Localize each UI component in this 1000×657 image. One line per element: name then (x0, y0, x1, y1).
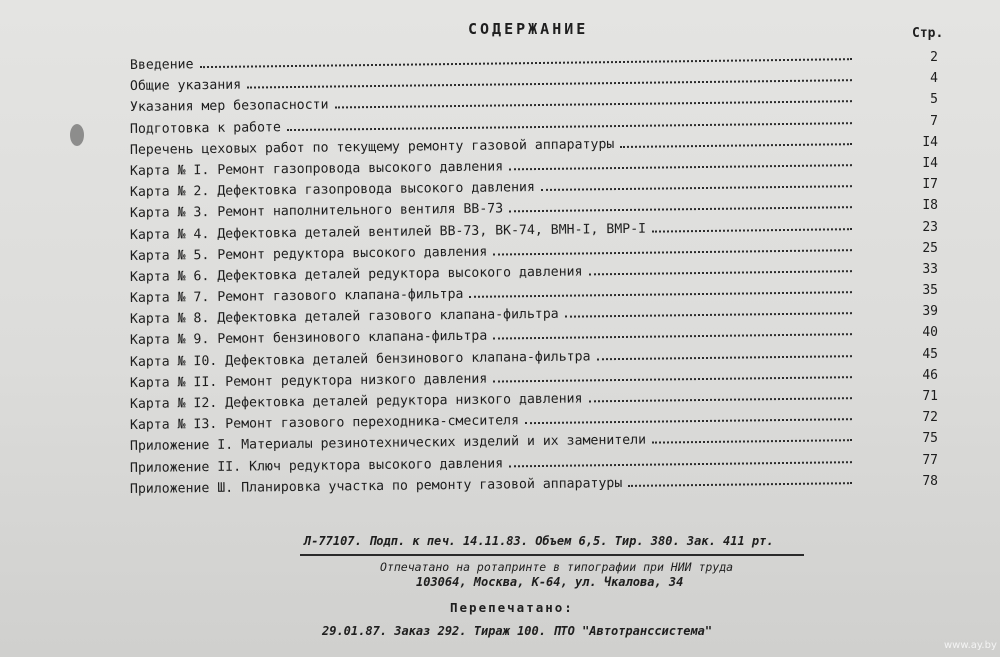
toc-entry-title: Карта № 7. Ремонт газового клапана-фильтра (129, 286, 464, 307)
imprint-divider (300, 554, 804, 556)
toc-entry-title: Карта № 5. Ремонт редуктора высокого давления (129, 244, 488, 264)
dot-leader (509, 460, 852, 467)
toc-entry (129, 323, 950, 349)
toc-entry-title: Приложение II. Ключ редуктора высокого давления (129, 456, 504, 476)
document-title: СОДЕРЖАНИЕ (468, 20, 589, 38)
dot-leader (509, 205, 852, 212)
toc-entry-page: I8 (922, 198, 938, 214)
toc-entry-title: Общие указания (129, 77, 242, 95)
toc-entry-title: Приложение I. Материалы резинотехнических изделий и их заменители (129, 433, 647, 455)
toc-entry-line (130, 473, 852, 497)
toc-entry (129, 408, 950, 434)
toc-entry-page: 46 (922, 367, 938, 383)
dot-leader (200, 57, 852, 68)
address-line: 103064, Москва, К-64, ул. Чкалова, 34 (416, 575, 684, 589)
toc-entry (129, 345, 950, 370)
toc-entry-title: Введение (129, 57, 194, 73)
dot-leader (565, 311, 852, 318)
toc-entry-page: 35 (922, 283, 938, 299)
toc-entry-page: 2 (930, 50, 938, 65)
toc-entry (129, 133, 950, 158)
toc-entry-page: 71 (922, 389, 938, 404)
toc-entry-page: 33 (922, 261, 938, 277)
dot-leader (493, 248, 852, 255)
dot-leader (620, 142, 852, 148)
toc-entry-page: 75 (922, 431, 938, 447)
toc-entry (129, 387, 950, 412)
toc-entry (129, 429, 950, 455)
dot-leader (652, 439, 852, 444)
toc-entry-page: 4 (930, 71, 938, 87)
toc-entry-title: Карта № 3. Ремонт наполнительного вентиля ВВ-73 (129, 201, 504, 222)
toc-entry-title: Карта № I0. Дефектовка деталей бензинового клапана-фильтра (129, 348, 591, 370)
toc-entry-title: Карта № I3. Ремонт газового переходника-смесителя (129, 413, 520, 434)
toc-entry-title: Карта № 9. Ремонт бензинового клапана-фильтра (129, 329, 488, 349)
toc-entry-title: Карта № 2. Дефектовка газопровода высокого давления (129, 180, 535, 201)
toc-entry (129, 154, 950, 179)
toc-entry-title: Карта № 8. Дефектовка деталей газового клапана-фильтра (129, 307, 559, 328)
dot-leader (334, 100, 851, 109)
dot-leader (493, 333, 852, 340)
toc-entry-page: 72 (922, 410, 938, 426)
toc-entry (129, 48, 950, 73)
order-line: Л-77107. Подп. к печ. 14.11.83. Объем 6,5. Тир. 380. Зак. 411 рт. (304, 534, 774, 548)
toc-entry-page: 45 (922, 346, 938, 362)
dot-leader (652, 227, 852, 232)
toc-entry-page: I4 (922, 134, 938, 150)
toc-entry (129, 90, 950, 116)
toc-entry (129, 302, 950, 328)
toc-entry-page: 77 (922, 452, 938, 468)
dot-leader (469, 290, 852, 298)
toc-entry-page: I7 (922, 177, 938, 193)
dot-leader (596, 354, 852, 360)
page-column-header: Стр. (912, 26, 944, 41)
toc-entry-title: Карта № II. Ремонт редуктора низкого давления (129, 371, 488, 391)
dot-leader (287, 121, 852, 131)
toc-entry-title: Перечень цеховых работ по текущему ремонту газовой аппаратуры (129, 136, 615, 158)
toc-entry-page: 23 (922, 219, 938, 235)
dot-leader (589, 396, 852, 402)
toc-entry-page: 40 (922, 325, 938, 341)
toc-entry-title: Карта № I. Ремонт газопровода высокого давления (129, 159, 504, 179)
toc-entry-page: I4 (922, 155, 938, 171)
toc-entry (129, 218, 950, 243)
toc-entry-page: 5 (930, 92, 938, 108)
ink-smudge (70, 124, 84, 146)
toc-entry-title: Указания мер безопасности (129, 97, 329, 116)
toc-entry-page: 7 (930, 113, 938, 129)
table-of-contents (129, 48, 950, 497)
toc-entry (129, 472, 950, 497)
reprint-info-line: 29.01.87. Заказ 292. Тираж 100. ПТО "Автотранссистема" (322, 624, 713, 638)
dot-leader (541, 184, 852, 191)
toc-entry (129, 196, 950, 222)
toc-entry-page: 39 (922, 304, 938, 320)
toc-entry-title: Карта № I2. Дефектовка деталей редуктора низкого давления (129, 391, 583, 412)
dot-leader (589, 269, 852, 275)
dot-leader (525, 417, 852, 424)
toc-entry (129, 175, 950, 201)
toc-entry-title: Подготовка к работе (129, 119, 281, 137)
dot-leader (247, 78, 852, 88)
toc-entry (129, 366, 950, 391)
dot-leader (493, 375, 852, 382)
toc-entry (129, 260, 950, 285)
toc-entry-title: Карта № 6. Дефектовка деталей редуктора высокого давления (129, 264, 583, 285)
toc-entry (129, 239, 950, 264)
printed-at-line: Отпечатано на ротапринте в типографии при НИИ труда (380, 560, 734, 574)
watermark: www.ay.by (944, 640, 997, 651)
dot-leader (509, 163, 852, 170)
toc-entry (129, 112, 950, 137)
toc-entry (129, 281, 950, 307)
toc-entry (129, 69, 950, 95)
toc-entry-page: 25 (922, 240, 938, 256)
toc-entry (129, 451, 950, 476)
toc-entry-page: 78 (922, 473, 938, 489)
dot-leader (628, 481, 852, 487)
toc-entry-title: Карта № 4. Дефектовка деталей вентилей ВВ-73, ВК-74, ВМН-I, ВМР-I (129, 221, 647, 243)
toc-entry-title: Приложение Ш. Планировка участка по ремонту газовой аппаратуры (129, 475, 623, 497)
reprinted-label: Перепечатано: (450, 600, 574, 615)
